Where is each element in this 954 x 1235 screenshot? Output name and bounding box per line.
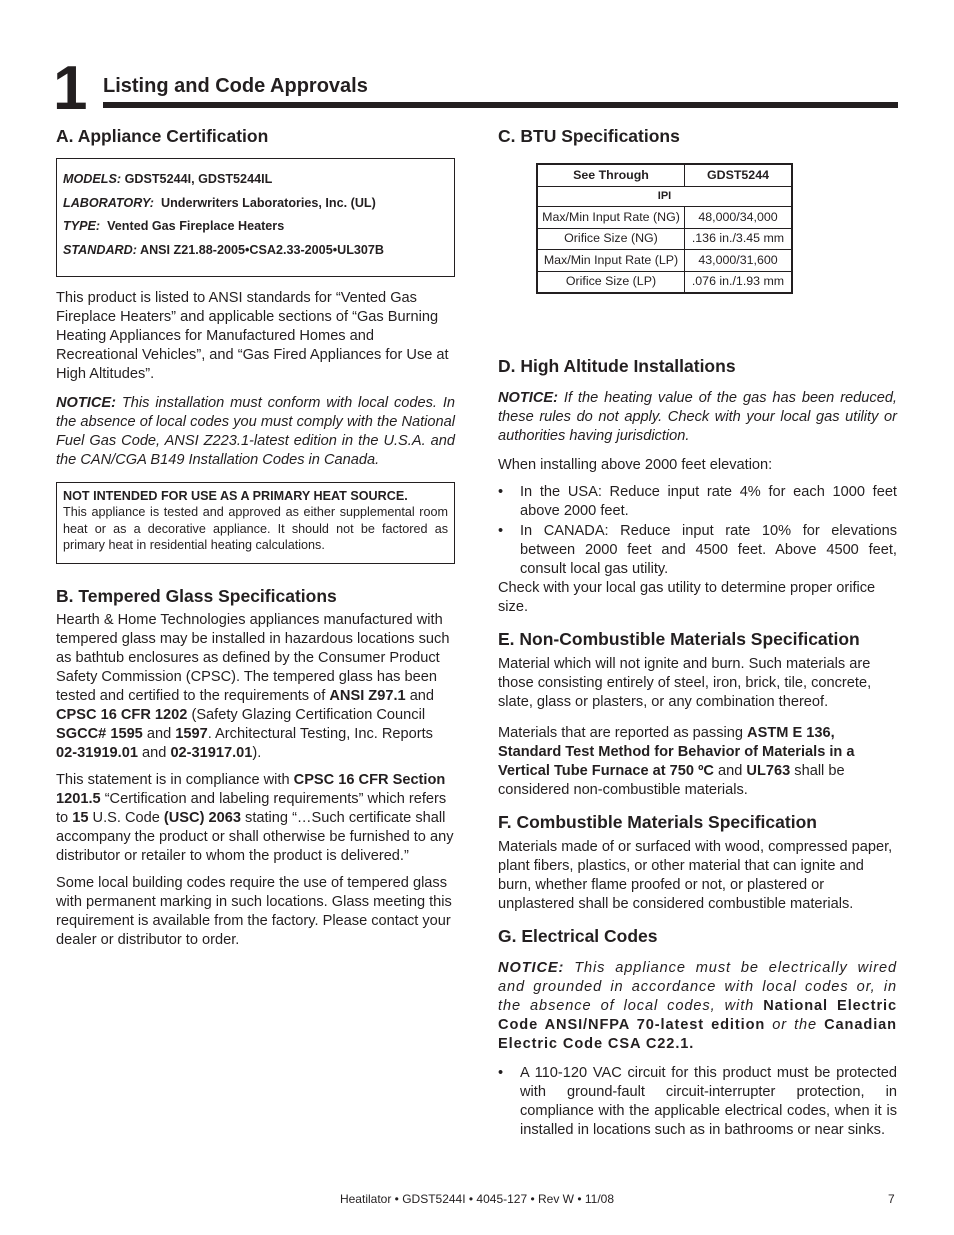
section-a-body: This product is listed to ANSI standards for “Vented Gas Fireplace Heaters” and applicable sections of “Gas Burning Heating Appliances for Manufactured Homes and Recreational Vehicles”, and “Gas Fired Appliances for Use at High Altitudes”. bbox=[56, 289, 449, 382]
btu-subhead: IPI bbox=[537, 187, 792, 207]
btu-row-label: Max/Min Input Rate (LP) bbox=[537, 250, 685, 272]
section-a-notice: NOTICE: This installation must conform with local codes. In the absence of local codes you must comply with the National Fuel Gas Code, ANSI Z223.1-latest edition in the U.S.A. and the CAN/CGA B149 Installation Codes in Canada. bbox=[56, 394, 455, 468]
standard-line: STANDARD: ANSI Z21.88-2005•CSA2.33-2005•UL307B bbox=[63, 242, 384, 257]
title-rule bbox=[103, 102, 898, 108]
electrical-list bbox=[498, 1064, 897, 1140]
list-item: • A 110-120 VAC circuit for this product must be protected with ground-fault circuit-interrupter protection, in compliance with the applicable electrical codes, when it is installed in locations such as in bathrooms or near sinks. bbox=[498, 1065, 897, 1138]
btu-col1-header: See Through bbox=[537, 164, 685, 187]
models-line: MODELS: GDST5244I, GDST5244IL bbox=[63, 172, 273, 186]
footer-text: Heatilator • GDST5244I • 4045-127 • Rev W • 11/08 bbox=[339, 1192, 615, 1206]
right-column bbox=[498, 126, 897, 1141]
section-a-heading: A. Appliance Certification bbox=[56, 126, 269, 146]
table-row bbox=[537, 207, 792, 229]
btu-table bbox=[536, 163, 793, 294]
certification-box bbox=[56, 158, 455, 277]
section-f-p1: Materials made of or surfaced with wood, compressed paper, plant fibers, plastics, or other material that can ignite and burn, whether flame proofed or not, or plastered or unplastered shall be considered combustible materials. bbox=[498, 839, 893, 912]
section-d-heading: D. High Altitude Installations bbox=[498, 356, 736, 376]
page-number: 7 bbox=[888, 1192, 895, 1206]
warning-body: This appliance is tested and approved as either supplemental room heat or as a decorative appliance. It should not be factored as primary heat in residential heating calculations. bbox=[63, 505, 448, 552]
btu-subhead-row bbox=[537, 187, 792, 207]
section-d-notice: NOTICE: If the heating value of the gas has been reduced, these rules do not apply. Check with your local gas utility or authorities having jurisdiction. bbox=[498, 390, 897, 444]
section-g-heading: G. Electrical Codes bbox=[498, 926, 658, 946]
section-e-p2: Materials that are reported as passing ASTM E 136, Standard Test Method for Behavior of Materials in a Vertical Tube Furnace at 750 ºC and UL763 shall be considered non-combustible materials. bbox=[498, 725, 855, 798]
section-f-heading: F. Combustible Materials Specification bbox=[498, 812, 817, 832]
section-b-p2: This statement is in compliance with CPSC 16 CFR Section 1201.5 “Certification and labeling requirements” which refers to 15 U.S. Code (USC) 2063 stating “…Such certificate shall accompany the product or shall otherwise be furnished to any distributor or retailer to whom the product is delivered.” bbox=[56, 771, 454, 864]
section-b-heading: B. Tempered Glass Specifications bbox=[56, 585, 337, 606]
table-row bbox=[537, 271, 792, 293]
altitude-list bbox=[498, 483, 897, 579]
btu-row-value: .136 in./3.45 mm bbox=[685, 228, 793, 250]
warning-title: NOT INTENDED FOR USE AS A PRIMARY HEAT SOURCE. bbox=[63, 488, 408, 503]
laboratory-line: LABORATORY: Underwriters Laboratories, Inc. (UL) bbox=[63, 195, 376, 210]
left-column bbox=[56, 126, 455, 958]
section-b-p1: Hearth & Home Technologies appliances manufactured with tempered glass may be installed in hazardous locations such as bathtub enclosures as defined by the Consumer Product Safety Commission (CPSC). The tempered glass has been tested and certified to the requirements of ANSI Z97.1 and CPSC 16 CFR 1202 (Safety Glazing Certification Council SGCC# 1595 and 1597. Architectural Testing, Inc. Reports 02-31919.01 and 02-31917.01). bbox=[56, 611, 450, 761]
section-g-notice: NOTICE: This appliance must be electrically wired and grounded in accordance with local codes or, in the absence of local codes, with National Electric Code ANSI/NFPA 70-latest edition or the Canadian Electric Code CSA C22.1. bbox=[498, 960, 897, 1052]
btu-col2-header: GDST5244 bbox=[685, 164, 793, 187]
btu-row-label: Max/Min Input Rate (NG) bbox=[537, 207, 685, 229]
section-d-after: Check with your local gas utility to determine proper orifice size. bbox=[498, 580, 876, 615]
section-e-heading: E. Non-Combustible Materials Specification bbox=[498, 629, 860, 649]
list-item: • In the USA: Reduce input rate 4% for each 1000 feet above 2000 feet. bbox=[498, 484, 897, 519]
section-b-p3: Some local building codes require the use of tempered glass with permanent marking in such locations. Glass meeting this requirement is available from the factory. Please contact your dealer or distributor to order. bbox=[56, 874, 452, 948]
section-e-p1: Material which will not ignite and burn. Such materials are those consisting entirely of steel, iron, brick, tile, concrete, slate, glass or plasters, or any combination thereof. bbox=[498, 656, 872, 710]
btu-row-value: .076 in./1.93 mm bbox=[685, 271, 793, 293]
chapter-number: 1 bbox=[53, 54, 86, 123]
btu-header-row bbox=[537, 164, 792, 187]
btu-row-value: 48,000/34,000 bbox=[685, 207, 793, 229]
primary-heat-warning bbox=[56, 482, 455, 564]
btu-row-value: 43,000/31,600 bbox=[685, 250, 793, 272]
table-row bbox=[537, 250, 792, 272]
list-item: • In CANADA: Reduce input rate 10% for elevations between 2000 feet and 4500 feet. Above 4500 feet, consult local gas utility. bbox=[498, 523, 897, 577]
btu-row-label: Orifice Size (NG) bbox=[537, 228, 685, 250]
section-c-heading: C. BTU Specifications bbox=[498, 126, 680, 146]
table-row bbox=[537, 228, 792, 250]
chapter-title: Listing and Code Approvals bbox=[103, 75, 368, 97]
btu-row-label: Orifice Size (LP) bbox=[537, 271, 685, 293]
type-line: TYPE: Vented Gas Fireplace Heaters bbox=[63, 219, 285, 233]
section-d-intro: When installing above 2000 feet elevation: bbox=[498, 457, 773, 473]
